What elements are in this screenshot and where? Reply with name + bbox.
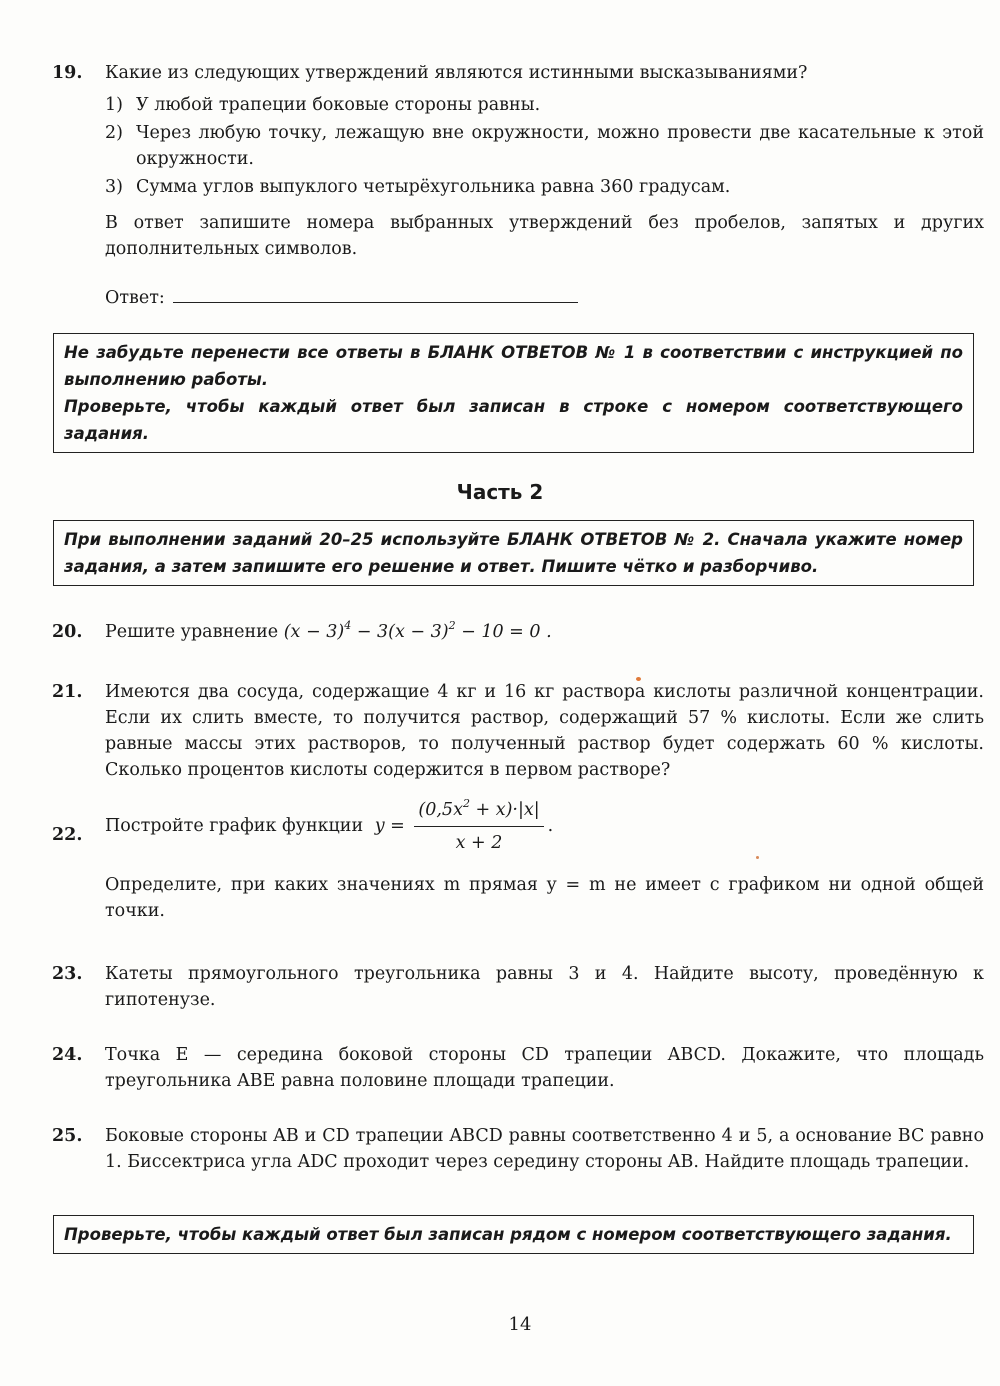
task-question: Какие из следующих утверждений являются истинными высказываниями? — [105, 63, 808, 83]
page-number: 14 — [508, 1314, 532, 1335]
statement-list — [105, 92, 984, 200]
task-text: Боковые стороны AB и CD трапеции ABCD равны соответственно 4 и 5, а основание BC равно 1. Биссектриса угла ADC проходит через середину стороны AB. Найдите площадь трапеции. — [105, 1126, 984, 1172]
task-text: Имеются два сосуда, содержащие 4 кг и 16 кг раствора кислоты различной концентрации. Если их слить вместе, то получится раствор, содержащий 57 % кислоты. Если же слить равные массы этих растворов, то полученный раствор будет содержать 60 % кислоты. Сколько процентов кислоты содержится в первом растворе? — [105, 682, 984, 780]
task-20 — [52, 619, 984, 645]
notice-line: Не забудьте перенести все ответы в БЛАНК ОТВЕТОВ № 1 в соответствии с инструкцией по выполнению работы. — [64, 343, 963, 389]
statement-item: 3) Сумма углов выпуклого четырёхугольника равна 360 градусам. — [105, 177, 731, 197]
answer-label: Ответ: — [105, 288, 165, 308]
task-number: 24. — [52, 1045, 83, 1065]
task-21 — [52, 679, 984, 783]
notice-line: При выполнении заданий 20–25 используйте БЛАНК ОТВЕТОВ № 2. Сначала укажите номер задания, а затем запишите его решение и ответ. Пишите чётко и разборчиво. — [64, 530, 963, 576]
task-23 — [52, 961, 984, 1013]
task-19 — [52, 60, 984, 311]
fraction-denominator: x + 2 — [455, 833, 503, 853]
task-25 — [52, 1123, 984, 1175]
task-24 — [52, 1042, 984, 1094]
final-notice-box — [53, 1215, 974, 1254]
task-22 — [52, 797, 984, 924]
function-lhs: y = — [374, 816, 405, 836]
task-text: Определите, при каких значениях m прямая y = m не имеет с графиком ни одной общей точки. — [105, 875, 984, 921]
part-title: Часть 2 — [456, 480, 544, 504]
task-number: 22. — [52, 825, 83, 845]
equation: $(x - 3)^4 - 3(x - 3)^2 - 10 = 0$ . — [283, 619, 552, 642]
answer-row — [105, 284, 984, 311]
task-number: 21. — [52, 682, 83, 702]
notice-line: Проверьте, чтобы каждый ответ был записан рядом с номером соответствующего задания. — [64, 1225, 952, 1244]
notice-line: Проверьте, чтобы каждый ответ был записан в строке с номером соответствующего задания. — [64, 397, 963, 443]
fraction-numerator: $(0,5x^2 + x)\cdot|x|$ — [414, 797, 543, 827]
task-number: 20. — [52, 622, 83, 642]
statement-item: 1) У любой трапеции боковые стороны равны. — [105, 95, 541, 115]
task-text: Постройте график функции — [105, 816, 364, 836]
task-number: 19. — [52, 63, 83, 83]
task-text: Точка E — середина боковой стороны CD трапеции ABCD. Докажите, что площадь треугольника ABE равна половине площади трапеции. — [105, 1045, 984, 1091]
notice-box — [53, 333, 974, 453]
function-fraction — [414, 797, 543, 856]
task-instruction: В ответ запишите номера выбранных утверждений без пробелов, запятых и других дополнительных символов. — [105, 213, 984, 259]
task-number: 23. — [52, 964, 83, 984]
part-notice-box — [53, 520, 974, 586]
answer-field[interactable] — [173, 284, 578, 303]
task-text: Решите уравнение — [105, 622, 279, 642]
function-line: Постройте график функции y = $\frac{(0,5x^2 + x)\cdot|x|}{x + 2}$ . — [105, 797, 984, 856]
task-number: 25. — [52, 1126, 83, 1146]
statement-item: 2) Через любую точку, лежащую вне окружности, можно провести две касательные к этой окружности. — [105, 123, 984, 169]
task-text: Катеты прямоугольного треугольника равны 3 и 4. Найдите высоту, проведённую к гипотенузе. — [105, 964, 984, 1010]
